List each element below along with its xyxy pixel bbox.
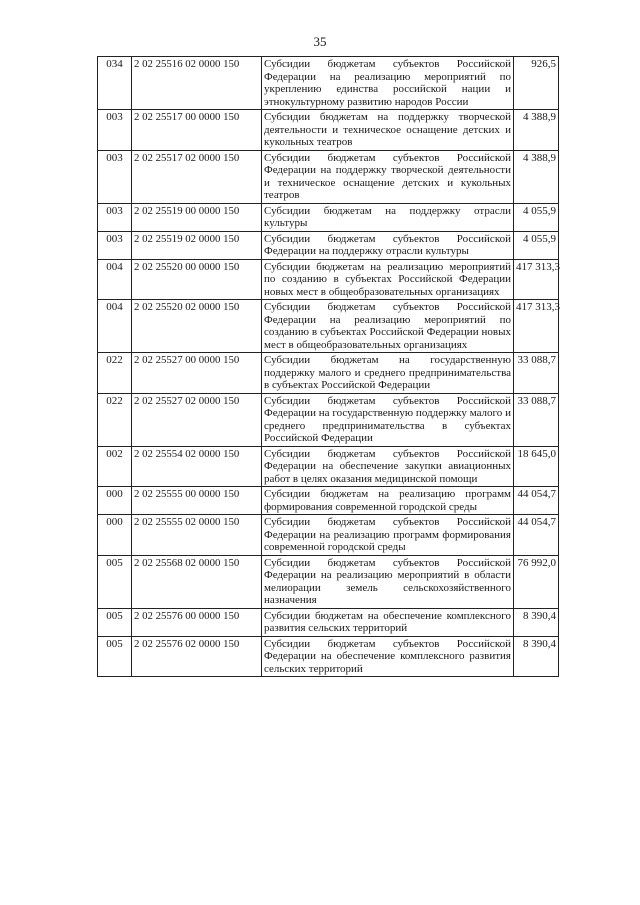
admin-code-cell: 005 — [98, 555, 132, 608]
budget-classification-code-cell: 2 02 25568 02 0000 150 — [132, 555, 262, 608]
revenue-name-cell: Субсидии бюджетам на поддержку творческой деятельности и техническое оснащение детских и кукольных театров — [262, 110, 514, 151]
table-row — [98, 353, 559, 394]
table-row — [98, 231, 559, 259]
admin-code-cell: 000 — [98, 487, 132, 515]
revenue-name-cell: Субсидии бюджетам на поддержку отрасли культуры — [262, 203, 514, 231]
revenue-name-cell: Субсидии бюджетам субъектов Российской Федерации на реализацию программ формирования современной городской среды — [262, 515, 514, 556]
table-row — [98, 203, 559, 231]
amount-cell: 926,5 — [514, 57, 559, 110]
admin-code-cell: 022 — [98, 393, 132, 446]
budget-classification-code-cell: 2 02 25520 00 0000 150 — [132, 259, 262, 300]
table-row — [98, 300, 559, 353]
admin-code-cell: 003 — [98, 231, 132, 259]
revenue-name-cell: Субсидии бюджетам субъектов Российской Федерации на поддержку отрасли культуры — [262, 231, 514, 259]
admin-code-cell: 005 — [98, 608, 132, 636]
amount-cell: 417 313,3 — [514, 300, 559, 353]
budget-classification-code-cell: 2 02 25516 02 0000 150 — [132, 57, 262, 110]
table-row — [98, 57, 559, 110]
revenue-name-cell: Субсидии бюджетам субъектов Российской Федерации на реализацию мероприятий по созданию в субъектах Российской Федерации новых мест в общеобразовательных организациях — [262, 300, 514, 353]
budget-classification-code-cell: 2 02 25576 00 0000 150 — [132, 608, 262, 636]
budget-classification-code-cell: 2 02 25519 02 0000 150 — [132, 231, 262, 259]
revenue-name-cell: Субсидии бюджетам на государственную поддержку малого и среднего предпринимательства в субъектах Российской Федерации — [262, 353, 514, 394]
admin-code-cell: 034 — [98, 57, 132, 110]
table-row — [98, 555, 559, 608]
amount-cell: 4 055,9 — [514, 231, 559, 259]
admin-code-cell: 000 — [98, 515, 132, 556]
admin-code-cell: 004 — [98, 300, 132, 353]
budget-classification-code-cell: 2 02 25517 00 0000 150 — [132, 110, 262, 151]
budget-classification-code-cell: 2 02 25555 02 0000 150 — [132, 515, 262, 556]
budget-classification-code-cell: 2 02 25555 00 0000 150 — [132, 487, 262, 515]
amount-cell: 4 388,9 — [514, 150, 559, 203]
amount-cell: 18 645,0 — [514, 446, 559, 487]
table-row — [98, 259, 559, 300]
page-number: 35 — [313, 34, 327, 49]
table-row — [98, 636, 559, 677]
amount-cell: 76 992,0 — [514, 555, 559, 608]
table-row — [98, 150, 559, 203]
revenue-name-cell: Субсидии бюджетам субъектов Российской Федерации на реализацию мероприятий в области мелиорации земель сельскохозяйственного назначения — [262, 555, 514, 608]
revenue-name-cell: Субсидии бюджетам субъектов Российской Федерации на реализацию мероприятий по укреплению единства российской нации и этнокультурному развитию народов России — [262, 57, 514, 110]
table-row — [98, 446, 559, 487]
admin-code-cell: 022 — [98, 353, 132, 394]
revenue-name-cell: Субсидии бюджетам субъектов Российской Федерации на обеспечение закупки авиационных работ в целях оказания медицинской помощи — [262, 446, 514, 487]
table-row — [98, 110, 559, 151]
table-row — [98, 487, 559, 515]
revenue-name-cell: Субсидии бюджетам на реализацию мероприятий по созданию в субъектах Российской Федерации новых мест в общеобразовательных организациях — [262, 259, 514, 300]
amount-cell: 417 313,3 — [514, 259, 559, 300]
revenue-name-cell: Субсидии бюджетам на реализацию программ формирования современной городской среды — [262, 487, 514, 515]
admin-code-cell: 005 — [98, 636, 132, 677]
budget-classification-code-cell: 2 02 25576 02 0000 150 — [132, 636, 262, 677]
amount-cell: 4 388,9 — [514, 110, 559, 151]
table-row — [98, 608, 559, 636]
table-row — [98, 515, 559, 556]
budget-classification-code-cell: 2 02 25527 02 0000 150 — [132, 393, 262, 446]
amount-cell: 8 390,4 — [514, 636, 559, 677]
budget-classification-code-cell: 2 02 25520 02 0000 150 — [132, 300, 262, 353]
budget-classification-code-cell: 2 02 25554 02 0000 150 — [132, 446, 262, 487]
budget-classification-code-cell: 2 02 25519 00 0000 150 — [132, 203, 262, 231]
table-row — [98, 393, 559, 446]
amount-cell: 8 390,4 — [514, 608, 559, 636]
amount-cell: 44 054,7 — [514, 487, 559, 515]
admin-code-cell: 004 — [98, 259, 132, 300]
budget-classification-code-cell: 2 02 25527 00 0000 150 — [132, 353, 262, 394]
admin-code-cell: 003 — [98, 110, 132, 151]
revenue-name-cell: Субсидии бюджетам субъектов Российской Федерации на государственную поддержку малого и среднего предпринимательства в субъектах Российской Федерации — [262, 393, 514, 446]
amount-cell: 44 054,7 — [514, 515, 559, 556]
admin-code-cell: 003 — [98, 150, 132, 203]
budget-revenue-table — [97, 56, 559, 677]
admin-code-cell: 003 — [98, 203, 132, 231]
amount-cell: 33 088,7 — [514, 393, 559, 446]
revenue-name-cell: Субсидии бюджетам субъектов Российской Федерации на обеспечение комплексного развития сельских территорий — [262, 636, 514, 677]
admin-code-cell: 002 — [98, 446, 132, 487]
revenue-name-cell: Субсидии бюджетам на обеспечение комплексного развития сельских территорий — [262, 608, 514, 636]
amount-cell: 33 088,7 — [514, 353, 559, 394]
budget-classification-code-cell: 2 02 25517 02 0000 150 — [132, 150, 262, 203]
revenue-name-cell: Субсидии бюджетам субъектов Российской Федерации на поддержку творческой деятельности и техническое оснащение детских и кукольных театров — [262, 150, 514, 203]
amount-cell: 4 055,9 — [514, 203, 559, 231]
